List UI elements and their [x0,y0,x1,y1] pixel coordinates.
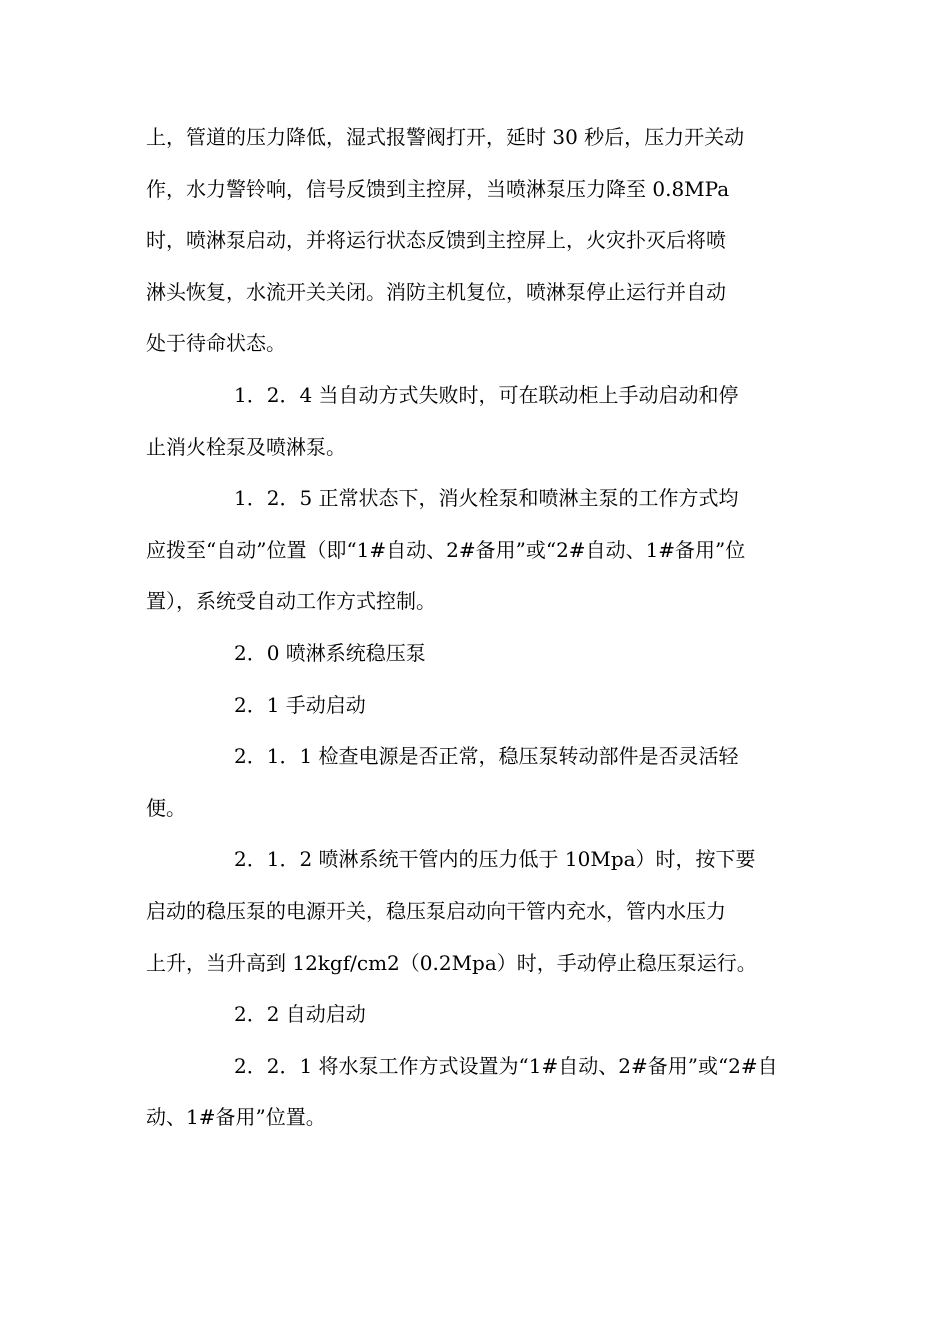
heading-2-0: 2．0 喷淋系统稳压泵 [234,640,426,665]
heading-2-1: 2．1 手动启动 [234,692,366,717]
paragraph-2-1-2: 2．1．2 喷淋系统干管内的压力低于 10Mpa）时，按下要 启动的稳压泵的电源开关，稳压泵启动向干管内充水，管内水压力 上升，当升高到 12kgf/cm2（0.2Mpa）时，手动停止稳压泵运行。 [146,847,757,975]
document-body [146,112,806,1144]
paragraph-2-2-1: 2．2．1 将水泵工作方式设置为“1#自动、2#备用”或“2#自 动、1#备用”位置。 [146,1053,778,1130]
paragraph-alarm-sequence: 上，管道的压力降低，湿式报警阀打开，延时 30 秒后，压力开关动 作，水力警铃响，信号反馈到主控屏，当喷淋泵压力降至 0.8MPa 时，喷淋泵启动，并将运行状态反馈到主控屏上，火灾扑灭后将喷 淋头恢复，水流开关关闭。消防主机复位，喷淋泵停止运行并自动 处于待命状态。 [146,125,745,356]
paragraph-2-1-1: 2．1．1 检查电源是否正常，稳压泵转动部件是否灵活轻 便。 [146,744,739,820]
paragraph-1-2-5: 1．2．5 正常状态下，消火栓泵和喷淋主泵的工作方式均 应拨至“自动”位置（即“1#自动、2#备用”或“2#自动、1#备用”位 置），系统受自动工作方式控制。 [146,486,746,614]
paragraph-1-2-4: 1．2．4 当自动方式失败时，可在联动柜上手动启动和停 止消火栓泵及喷淋泵。 [146,382,739,459]
heading-2-2: 2．2 自动启动 [234,1002,366,1027]
